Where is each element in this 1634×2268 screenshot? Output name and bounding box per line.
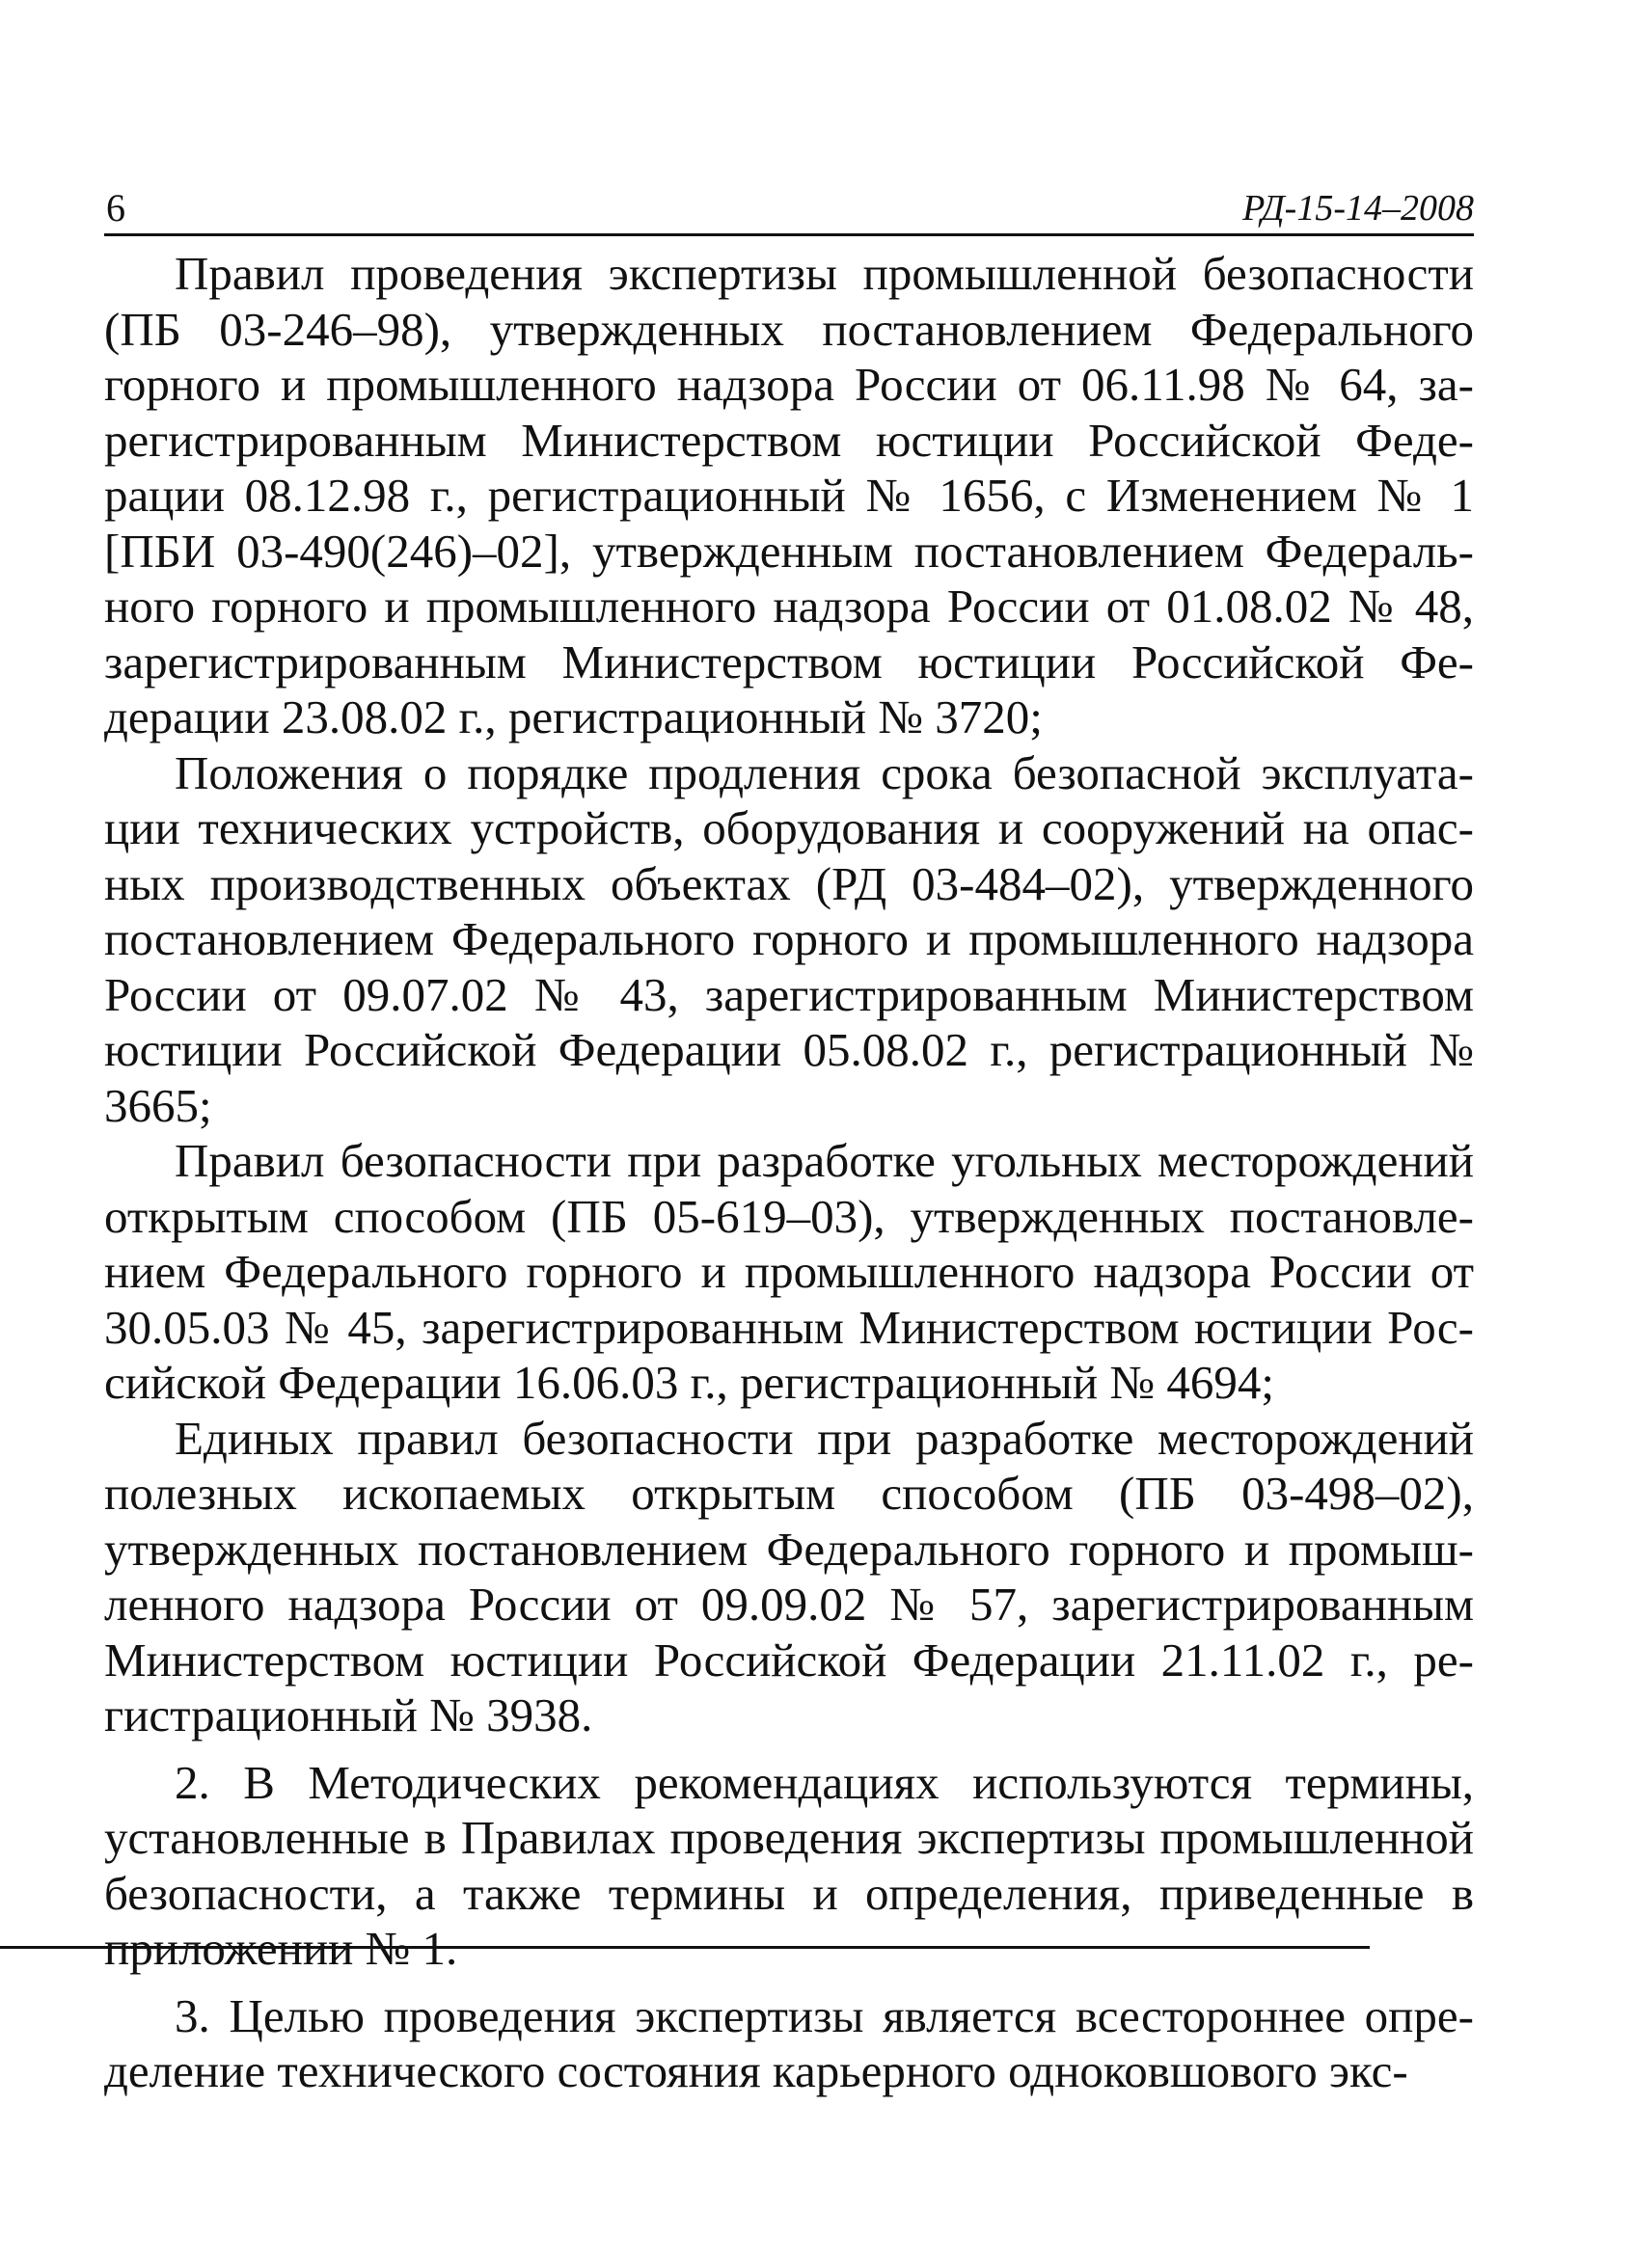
paragraph-rd-03-484: Положения о порядке продления срока безопасной эксплуатации технических устройств, оборудования и сооружений на опасных производственных объектах (РД 03-484–02), утвержденного постановлением Федерального горного и промышленного надзора России от 09.07.02 № 43, зарегистрированным Министерством юстиции Российской Федерации 05.08.02 г., регистрационный № 3665; <box>104 745 1474 1132</box>
paragraph-pb-05-619: Правил безопасности при разработке угольных месторождений открытым способом (ПБ 05-619–03), утвержденных постановлением Федерального горного и промышленного надзора России от 30.05.03 № 45, зарегистрированным Министерством юстиции Российской Федерации 16.06.03 г., регистрационный № 4694; <box>104 1134 1474 1409</box>
document-page <box>104 183 1474 2099</box>
page-number: 6 <box>106 186 125 230</box>
paragraph-item-3: 3. Целью проведения экспертизы является всестороннее определение технического состояния карьерного одноковшового экс- <box>104 1988 1474 2097</box>
footer-rule <box>0 1946 1370 1949</box>
body-text <box>104 246 1474 2099</box>
paragraph-pb-03-498: Единых правил безопасности при разработке месторождений полезных ископаемых открытым способом (ПБ 03-498–02), утвержденных постановлением Федерального горного и промышленного надзора России от 09.09.02 № 57, зарегистрированным Министерством юстиции Российской Федерации 21.11.02 г., регистрационный № 3938. <box>104 1411 1474 1742</box>
page-header <box>104 183 1474 236</box>
document-code: РД-15-14–2008 <box>1242 188 1474 229</box>
paragraph-item-2: 2. В Методических рекомендациях используются термины, установленные в Правилах проведения экспертизы промышленной безопасности, а также термины и определения, приведенные в приложении № 1. <box>104 1755 1474 1975</box>
paragraph-pb-03-246: Правил проведения экспертизы промышленной безопасности (ПБ 03-246–98), утвержденных постановлением Федерального горного и промышленного надзора России от 06.11.98 № 64, зарегистрированным Министерством юстиции Российской Федерации 08.12.98 г., регистрационный № 1656, с Изменением № 1 [ПБИ 03-490(246)–02], утвержденным постановлением Федерального горного и промышленного надзора России от 01.08.02 № 48, зарегистрированным Министерством юстиции Российской Федерации 23.08.02 г., регистрационный № 3720; <box>104 247 1474 743</box>
